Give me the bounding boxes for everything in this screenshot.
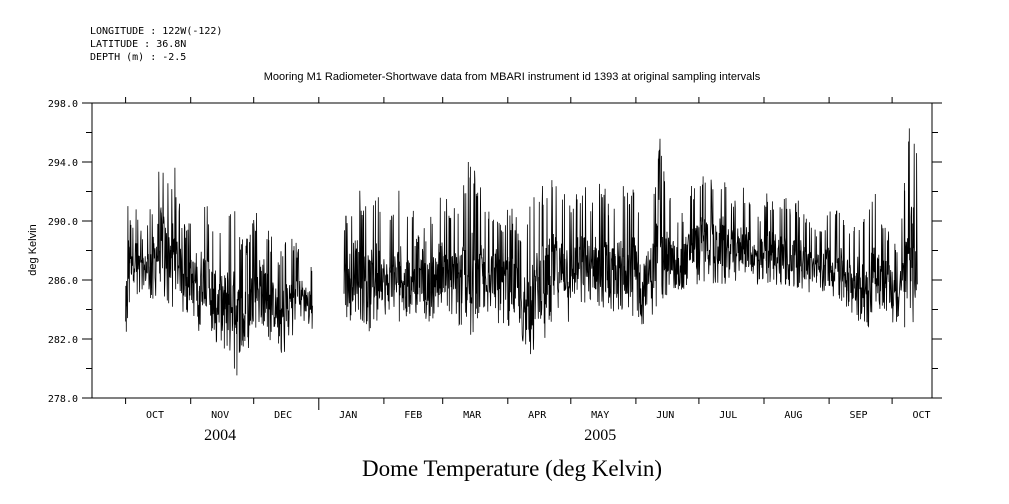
series-group [126, 128, 918, 375]
header-info [90, 26, 222, 63]
x-month-label: JUN [656, 410, 675, 421]
y-tick-label: 282.0 [47, 335, 78, 346]
series-line [126, 128, 918, 375]
x-month-label: MAY [591, 410, 610, 421]
x-axis-label: Dome Temperature (deg Kelvin) [361, 456, 663, 481]
x-month-label: MAR [463, 410, 482, 421]
longitude-label: LONGITUDE : 122W(-122) [90, 26, 223, 37]
chart-title: Mooring M1 Radiometer-Shortwave data from MBARI instrument id 1393 at original sampling intervals [263, 71, 761, 83]
latitude-label: LATITUDE : 36.8N [90, 39, 187, 50]
x-month-label: AUG [784, 410, 803, 421]
x-year-label: 2005 [584, 427, 617, 444]
x-month-label: JUL [719, 410, 738, 421]
y-tick-label: 286.0 [47, 276, 78, 287]
x-month-label: NOV [211, 410, 230, 421]
x-month-label: OCT [912, 410, 931, 421]
x-month-label: SEP [849, 410, 868, 421]
x-month-label: FEB [404, 410, 423, 421]
x-year-label: 2004 [204, 427, 237, 444]
x-month-label: APR [528, 410, 547, 421]
x-month-label: DEC [274, 410, 293, 421]
x-month-label: OCT [145, 410, 165, 421]
depth-label: DEPTH (m) : -2.5 [90, 52, 187, 63]
y-axis-label: deg Kelvin [27, 224, 39, 276]
y-tick-label: 278.0 [47, 394, 78, 405]
x-month-label: JAN [339, 410, 358, 421]
y-tick-label: 290.0 [47, 217, 78, 228]
y-tick-label: 298.0 [47, 99, 78, 110]
y-tick-label: 294.0 [47, 158, 78, 169]
